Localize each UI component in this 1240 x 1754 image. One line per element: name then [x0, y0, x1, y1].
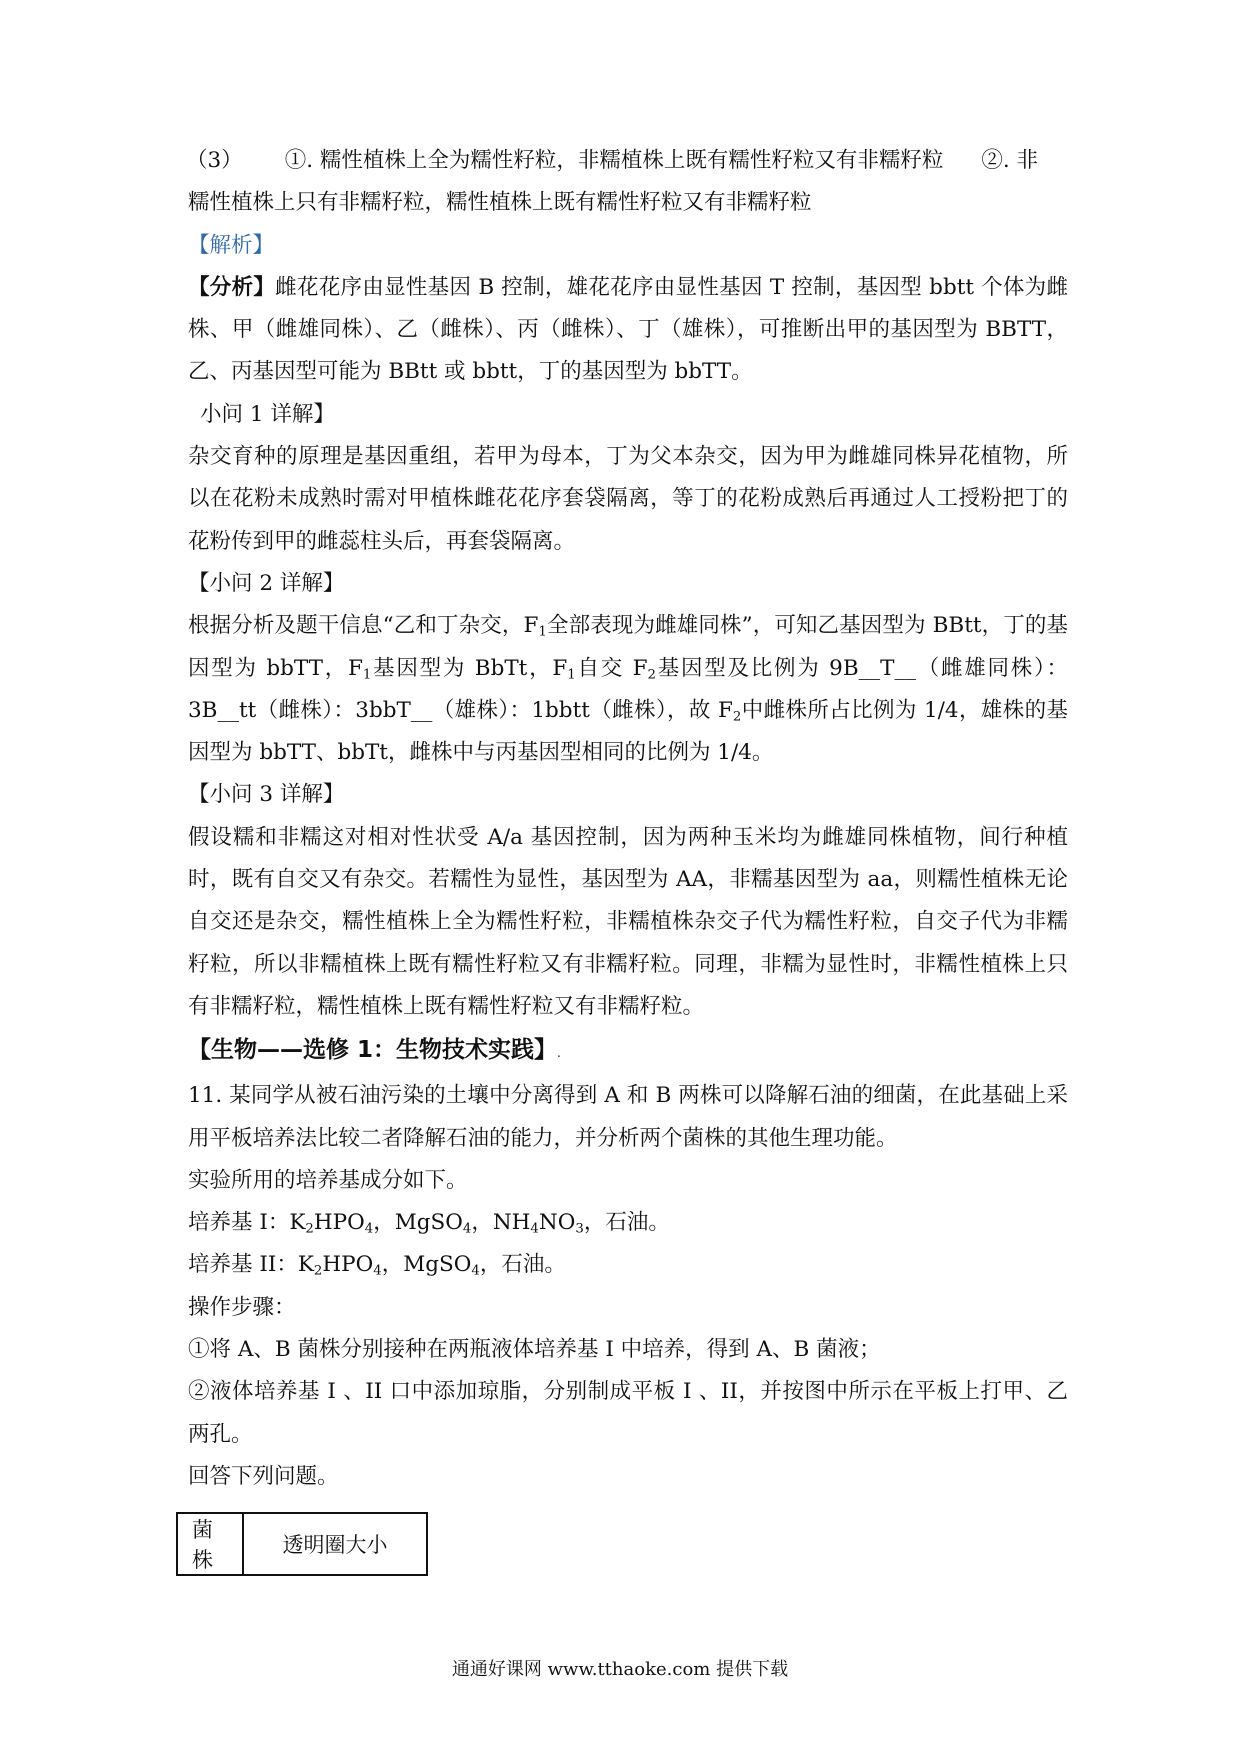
q1-text: 杂交育种的原理是基因重组，若甲为母本，丁为父本杂交，因为甲为雌雄同株异花植物，所以在花粉未成熟时需对甲植株雌花花序套袋隔离，等丁的花粉成熟后再通过人工授粉把丁的花粉传到甲的雌蕊柱头后，再套袋隔离。	[188, 444, 1068, 554]
table-header-strain: 菌株	[177, 1513, 243, 1575]
medium-1: 培养基 I：$K_2HPO_4$，MgSO$_4$，$NH_4NO_3$，石油。	[188, 1210, 670, 1237]
jiexi-heading: 【解析】	[188, 232, 275, 258]
q3-text: 假设糯和非糯这对相对性状受 A/a 基因控制，因为两种玉米均为雌雄同株植物，间行种植时，既有自交又有杂交。若糯性为显性，基因型为 AA，非糯基因型为 aa，则糯性植株无论自交还是杂交，糯性植株上全为糯性籽粒，非糯植株杂交子代为糯性籽粒，自交子代为非糯籽粒，所以非糯植株上既有糯性籽粒又有非糯籽粒。同理，非糯为显性时，非糯性植株上只有非糯籽粒，糯性植株上既有糯性籽粒又有非糯籽粒。	[188, 824, 1068, 1019]
page-footer: 通通好课网 www.tthaoke.com 提供下载	[451, 1659, 789, 1680]
strain-table	[176, 1512, 428, 1576]
section-title-dot: .	[557, 1046, 561, 1061]
step-2: ②液体培养基 I 、II 口中添加琼脂，分别制成平板 I 、II，并按图中所示在平板上打甲、乙两孔。	[188, 1379, 1068, 1447]
answer-3-number: （3）	[186, 148, 243, 173]
answer-3-part2-start: ②. 非	[981, 148, 1039, 173]
steps-label: 操作步骤：	[188, 1294, 296, 1320]
table-row	[177, 1513, 427, 1575]
answer-3	[188, 140, 1068, 182]
answer-3-cont: 糯性植株上只有非糯籽粒，糯性植株上既有糯性籽粒又有非糯籽粒	[188, 190, 812, 216]
analysis-text: 雌花花序由显性基因 B 控制，雄花花序由显性基因 T 控制，基因型 bbtt 个体为雌株、甲（雌雄同株）、乙（雌株）、丙（雌株）、丁（雄株），可推断出甲的基因型为 BBTT，乙、丙基因型可能为 BBtt 或 bbtt，丁的基因型为 bbTT。	[188, 274, 1068, 385]
q3-heading: 【小问 3 详解】	[188, 782, 345, 808]
q2-heading: 【小问 2 详解】	[188, 570, 345, 596]
answer-prompt: 回答下列问题。	[188, 1463, 339, 1489]
components-intro: 实验所用的培养基成分如下。	[188, 1167, 468, 1193]
analysis-paragraph	[188, 267, 1068, 394]
analysis-heading: 【分析】	[188, 274, 276, 300]
step-1: ①将 A、B 菌株分别接种在两瓶液体培养基 I 中培养，得到 A、B 菌液；	[188, 1337, 881, 1363]
q11-intro: 11. 某同学从被石油污染的土壤中分离得到 A 和 B 两株可以降解石油的细菌，在此基础上采用平板培养法比较二者降解石油的能力，并分析两个菌株的其他生理功能。	[188, 1083, 1068, 1151]
section-title: 【生物——选修 1：生物技术实践】.	[188, 1037, 561, 1064]
medium-2: 培养基 II：$K_2HPO_4$，MgSO$_4$，石油。	[188, 1252, 566, 1279]
table-header-halo-size: 透明圈大小	[243, 1513, 427, 1575]
document-body	[188, 140, 1068, 1576]
q1-heading: 小问 1 详解】	[200, 401, 335, 427]
answer-3-part1: ①. 糯性植株上全为糯性籽粒，非糯植株上既有糯性籽粒又有非糯籽粒	[284, 148, 944, 173]
q2-text: 根据分析及题干信息“乙和丁杂交，$F_1$全部表现为雌雄同株”，可知乙基因型为 BBtt，丁的基因型为 bbTT，$F_1$基因型为 BbTt，$F_1$自交 $F_2$基因型及比例为 9B__T__（雌雄同株）：3B__tt（雌株）：3bbT__（雄株）：1bbtt（雌株），故 $F_2$中雌株所占比例为 1/4，雄株的基因型为 bbTT、bbTt，雌株中与丙基因型相同的比例为 1/4。	[188, 613, 1069, 766]
